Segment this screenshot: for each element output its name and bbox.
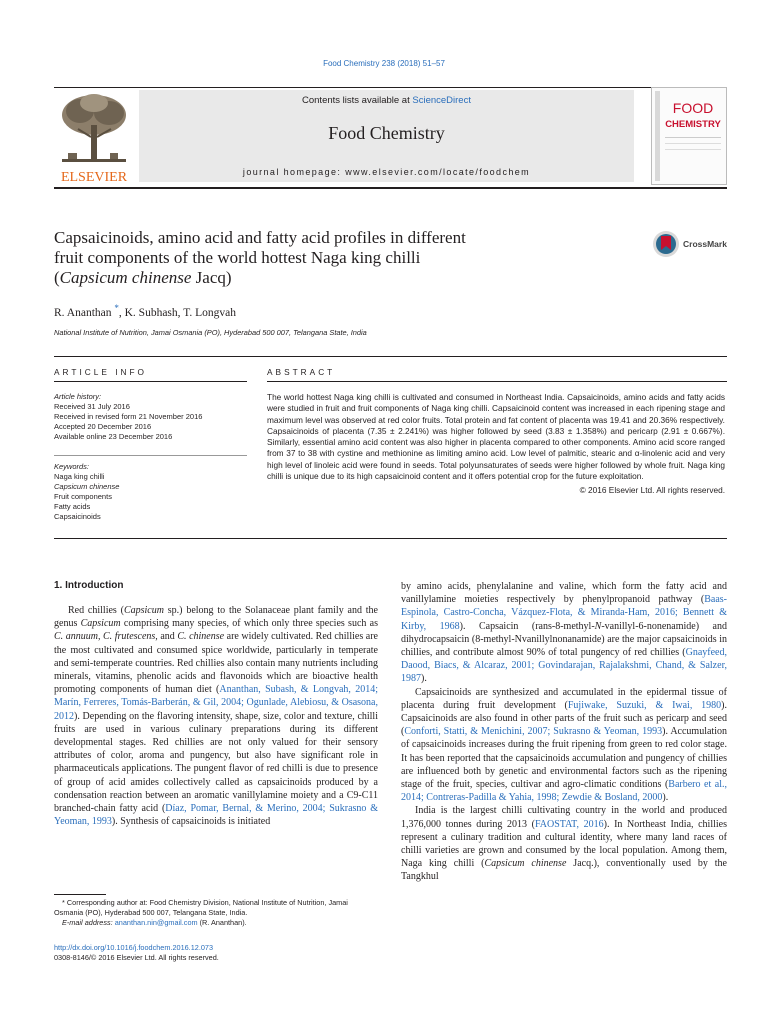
issn-line: 0308-8146/© 2016 Elsevier Ltd. All rights reserved. [54, 952, 219, 962]
crossmark-badge[interactable] [652, 228, 732, 262]
contents-line [139, 95, 634, 106]
abstract-body [267, 392, 725, 497]
abstract-bottom-rule [54, 538, 727, 539]
history-received: Received 31 July 2016 [54, 402, 130, 412]
history-label: Article history: [54, 392, 102, 401]
title-line-2: fruit components of the world hottest Naga king chilli [54, 248, 421, 267]
journal-masthead [54, 87, 727, 188]
affiliation: National Institute of Nutrition, Jamai Osmania (PO), Hyderabad 500 007, Telangana State, India [54, 328, 367, 337]
right-paragraph-1: by amino acids, phenylalanine and valine, which form the fatty acid and vanillylamine moieties respectively by phenylpropanoid pathway (Baas-Espinola, Castro-Concha, Vázquez-Flota, & Miranda-Ham, 2016; Bennett & Kirby, 1968). Capsaicin (rans-8-methyl-N-vanillyl-6-nonenamide) and dihydrocapsaicin (8-methyl-Nvanillylnonanamide) are the major capsaicinoids in chillies, and contribute almost 90% of total pungency of red chillies (Gnayfeed, Daood, Biacs, & Alcaraz, 2001; Govindarajan, Rajalakshmi, Chand, & Salzer, 1987). [401, 581, 727, 685]
abstract-rule [267, 381, 727, 382]
publisher-name: ELSEVIER [60, 170, 128, 185]
crossmark-icon [652, 230, 680, 258]
history-online: Available online 23 December 2016 [54, 432, 173, 442]
reference-link[interactable]: Barbero et al., 2014; Contreras-Padilla & Yahia, 1998; Zewdie & Bosland, 2000 [401, 779, 728, 804]
cover-title-chemistry: CHEMISTRY [665, 119, 721, 130]
crossmark-label: CrossMark [683, 239, 727, 249]
title-paren-open: ( [54, 268, 60, 287]
homepage-prefix: journal homepage: [242, 167, 346, 177]
article-info-rule [54, 381, 247, 382]
cover-title-food: FOOD [672, 100, 714, 116]
reference-link[interactable]: Ananthan, Subash, & Longvah, 2014; Marín, Ferreres, Tomás-Barberán, & Gil, 2004; Ogunlade, Alebiosu, & Osasona, 2012 [54, 684, 378, 722]
title-species: Capsicum chinense [59, 268, 192, 287]
abstract-heading: ABSTRACT [267, 367, 336, 377]
journal-citation[interactable]: Food Chemistry 238 (2018) 51–57 [323, 59, 445, 68]
author-list [54, 303, 236, 319]
right-paragraph-2: Capsaicinoids are synthesized and accumulated in the epidermal tissue of placenta during fruit development (Fujiwake, Suzuki, & Iwai, 1980). Capsaicinoids are also found in other parts of the fruit such as pericarp and seed (Conforti, Statti, & Menichini, 2007; Sukrasno & Yeoman, 1993). Accumulation of capsaicinoids increases during the fruit ripening from green to red color stage. It has been reported that the capsaicinoids accumulation and pungency of chillies are influenced both by genetic and environmental factors such as the ripening stage of the fruit, species, cultivar and agro-climatic conditions (Barbero et al., 2014; Contreras-Padilla & Yahia, 1998; Zewdie & Bosland, 2000). [401, 686, 728, 804]
article-history [54, 392, 247, 442]
footnote-text: * Corresponding author at: Food Chemistry Division, National Institute of Nutrition, Jamai Osmania (PO), Hyderabad 500 007, Telangana State, India. [54, 898, 348, 917]
right-body-column [401, 580, 727, 884]
email-link[interactable]: ananthan.nin@gmail.com [114, 917, 198, 927]
article-identifiers [54, 943, 378, 963]
abstract-copyright: © 2016 Elsevier Ltd. All rights reserved. [579, 485, 725, 496]
title-line-1: Capsaicinoids, amino acid and fatty acid profiles in different [54, 228, 466, 247]
keyword-3: Fruit components [54, 492, 112, 502]
left-body-column [54, 604, 378, 828]
reference-link[interactable]: Conforti, Statti, & Menichini, 2007; Sukrasno & Yeoman, 1993 [404, 726, 663, 738]
sciencedirect-link[interactable]: ScienceDirect [412, 95, 471, 106]
reference-link[interactable]: FAOSTAT, 2016 [534, 818, 604, 830]
reference-link[interactable]: Díaz, Pomar, Bernal, & Merino, 2004; Sukrasno & Yeoman, 1993 [54, 803, 378, 828]
doi-link[interactable]: http://dx.doi.org/10.1016/j.foodchem.2016.12.073 [54, 943, 214, 952]
corresponding-author-footnote [54, 898, 378, 927]
keyword-4: Fatty acids [54, 502, 91, 512]
keywords-label: Keywords: [54, 462, 90, 471]
header-rule [54, 356, 727, 357]
keywords-block [54, 462, 247, 523]
introduction-heading: 1. Introduction [54, 580, 124, 591]
article-info-heading: ARTICLE INFO [54, 367, 148, 377]
keyword-2: Capsicum chinense [54, 482, 120, 492]
article-title [54, 228, 614, 288]
history-revised: Received in revised form 21 November 2016 [54, 412, 203, 422]
title-paren-close: Jacq) [191, 268, 232, 287]
journal-cover-image[interactable] [651, 87, 727, 185]
history-accepted: Accepted 20 December 2016 [54, 422, 152, 432]
masthead-top-rule [54, 87, 727, 88]
keyword-1: Naga king chilli [54, 472, 105, 482]
elsevier-tree-logo-icon[interactable] [54, 89, 134, 185]
reference-link[interactable]: Baas-Espinola, Castro-Concha, Vázquez-Flota, & Miranda-Ham, 2016; Bennett & Kirby, 1968 [401, 594, 727, 632]
right-paragraph-3: India is the largest chilli cultivating country in the world and produced 1,376,000 tonnes during 2013 (FAOSTAT, 2016). In Northeast India, chillies represent a culinary tradition and cultural identity, where many land races of chilli varieties are grown and consumed by the local population. Among them, Naga king chilli (Capsicum chinense Jacq.), conventionally used by the Tangkhul [401, 805, 728, 883]
intro-paragraph-1: Red chillies (Capsicum sp.) belong to the Solanaceae plant family and the genus Capsicum comprising many species, of which only three species such as C. annuum, C. frutescens, and C. chinense are widely cultivated. Red chillies are the most cultivated and consumed spice worldwide, particularly in temperate and semi-temperate countries. Red chillies also contain many nutrients including minerals, vitamins, phenolic acids and flavonoids which are bioactive health promoting components of human diet (Ananthan, Subash, & Longvah, 2014; Marín, Ferreres, Tomás-Barberán, & Gil, 2004; Ogunlade, Alebiosu, & Osasona, 2012). Depending on the flavoring intensity, shape, size, color and texture, chilli fruits are used in various culinary preparations during its different developmental stages. Red chillies are not only valued for their sensory attributes of color, aroma and pungency, but also have significant role in pharmaceuticals applications. The pungent flavor of red chilli is due to presence of group of acid amides collectively called as capsaicinoids produced by a condensation reaction between an aromatic vanillylamine moiety and a C9-C11 branched-chain fatty acid (Díaz, Pomar, Bernal, & Merino, 2004; Sukrasno & Yeoman, 1993). Synthesis of capsaicinoids is initiated [54, 605, 378, 828]
reference-link[interactable]: Fujiwake, Suzuki, & Iwai, 1980 [567, 699, 722, 711]
masthead-center-panel [139, 90, 634, 182]
masthead-bottom-rule [54, 187, 727, 189]
contents-prefix: Contents lists available at [302, 95, 413, 106]
footnote-rule [54, 894, 106, 895]
reference-link[interactable]: Gnayfeed, Daood, Biacs, & Alcaraz, 2001; Govindarajan, Rajalakshmi, Chand, & Salzer, 1987 [401, 647, 727, 685]
keyword-5: Capsaicinoids [54, 512, 101, 522]
corresponding-author-mark[interactable]: * [114, 303, 119, 313]
abstract-paragraph: The world hottest Naga king chilli is cultivated and consumed in Northeast India. Capsaicinoids, amino acids and fatty acids were studied in fruit and fruit components of Naga king chilli. Capsaicinoid content was increased in each ripening stage and maximum level was observed at red color fruits. Total protein and fat content of placenta was 19.41 and 20.36% respectively. Capsaicinoids of placenta (7.35 ± 2.241%) was higher followed by seed (3.83 ± 1.358%) and pericarp (2.91 ± 0.667%). Similarly, essential amino acid content was also higher in placenta compared to other components. Amino acid score ranged from 37 to 38 with cystine and methionine as limiting amino acid. Low level of palmitic, stearic and α-linolenic acid and very high level of linoleic acid were found in seeds. Total polyunsaturates of seeds were higher followed by whole fruit. Naga king chilli is unique due to its high capsaicinoid content and it offers potential crop for the future exploitation. [267, 392, 725, 482]
journal-title: Food Chemistry [328, 123, 445, 143]
author-1[interactable]: R. Ananthan [54, 306, 112, 319]
other-authors: , K. Subhash, T. Longvah [118, 306, 236, 319]
footnote-email: E-mail address: ananthan.nin@gmail.com (R. Ananthan). [62, 917, 247, 927]
journal-homepage [139, 167, 634, 177]
keywords-rule [54, 455, 247, 456]
homepage-url[interactable]: www.elsevier.com/locate/foodchem [345, 167, 531, 177]
title-line-3 [54, 268, 614, 288]
